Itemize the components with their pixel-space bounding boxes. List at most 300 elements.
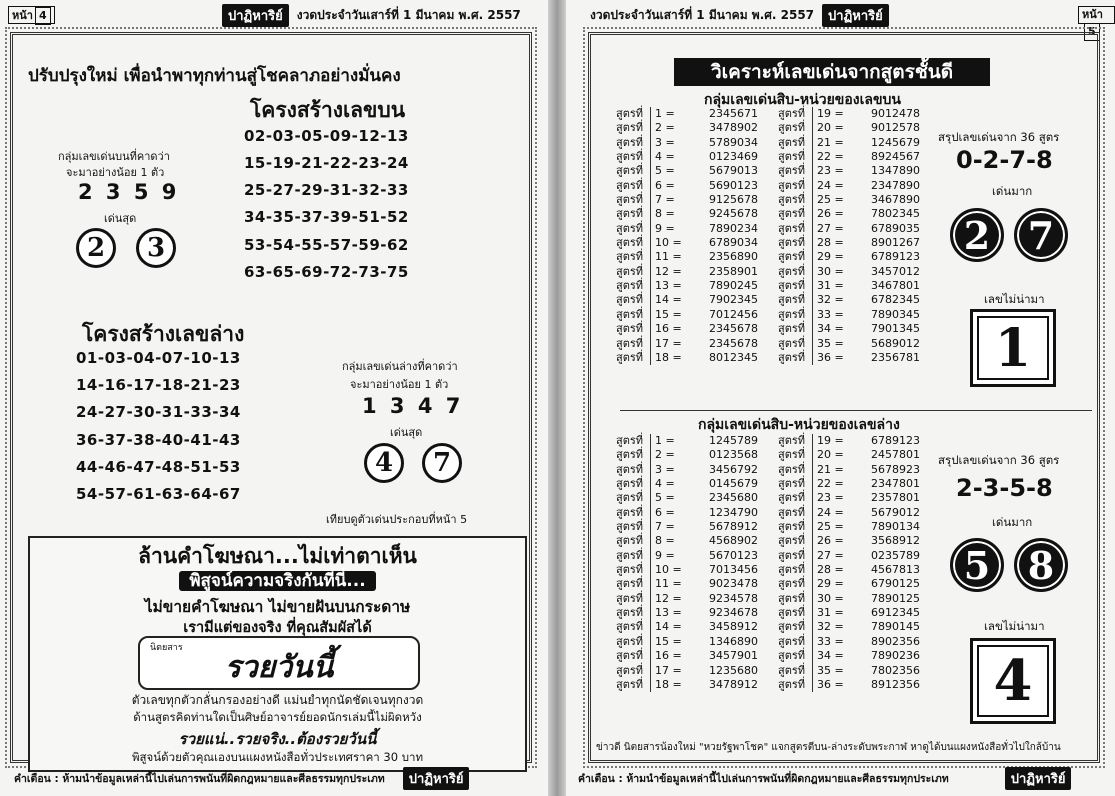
formula-row [778,150,920,164]
formula-label: สูตรที่ [616,336,644,350]
lower-hot-label: เด่นสุด [390,426,423,439]
formula-label: สูตรที่ [778,236,806,250]
formula-label: สูตรที่ [616,448,644,462]
upper-hot-circle: 2 [76,228,116,268]
formula-value: 3467801 [871,279,920,293]
formula-label: สูตรที่ [778,350,806,364]
formula-label: สูตรที่ [778,193,806,207]
formula-value: 0145679 [709,477,758,491]
upper-section-title: กลุ่มเลขเด่นสิบ-หน่วยของเลขบน [704,92,901,108]
formula-row [616,635,758,649]
formula-label: สูตรที่ [616,150,644,164]
formula-row [778,678,920,692]
formula-number: 12 = [650,592,709,606]
left-headline: ปรับปรุงใหม่ เพื่อนำพาทุกท่านสู่โชคลาภอย่างมั่นคง [28,66,401,86]
formula-value: 3457901 [709,649,758,663]
formula-row [616,179,758,193]
left-footer-warning: คำเตือน : ห้ามนำข้อมูลเหล่านี้ไปเล่นการพนันที่ผิดกฎหมายและศีลธรรมทุกประเภท [14,773,385,785]
formula-value: 8902356 [871,634,920,648]
formula-label: สูตรที่ [616,491,644,505]
lower-pick-caption-2: จะมาอย่างน้อย 1 ตัว [350,378,449,391]
formula-label: สูตรที่ [616,164,644,178]
formula-value: 8912356 [871,677,920,691]
upper-line: 34-35-37-39-51-52 [244,208,409,226]
formula-row [778,351,920,365]
formula-number: 5 = [650,164,709,178]
formula-label: สูตรที่ [616,577,644,591]
upper-line: 53-54-55-57-59-62 [244,236,409,254]
formula-number: 18 = [650,678,709,692]
formula-row [616,193,758,207]
formula-row [778,265,920,279]
formula-number: 27 = [812,222,871,236]
formula-number: 9 = [650,549,709,563]
formula-label: สูตรที่ [616,293,644,307]
formula-label: สูตรที่ [778,577,806,591]
formula-value: 0235789 [871,548,920,562]
formula-number: 30 = [812,265,871,279]
formula-value: 6789123 [871,434,920,447]
formula-number: 30 = [812,592,871,606]
formula-label: สูตรที่ [778,107,806,120]
upper-hot-badge: 2 [950,208,1004,262]
formula-number: 4 = [650,477,709,491]
formula-number: 13 = [650,606,709,620]
formula-number: 24 = [812,506,871,520]
formula-label: สูตรที่ [616,350,644,364]
formula-value: 6789035 [871,221,920,235]
formula-value: 2345680 [709,491,758,505]
compare-note: เทียบดูตัวเด่นประกอบที่หน้า 5 [326,513,468,526]
formula-number: 31 = [812,279,871,293]
formula-number: 31 = [812,606,871,620]
formula-row [616,207,758,221]
formula-value: 5670123 [709,548,758,562]
formula-label: สูตรที่ [778,663,806,677]
formula-value: 7890236 [871,649,920,663]
formula-number: 33 = [812,635,871,649]
formula-value: 8924567 [871,150,920,164]
formula-row [778,520,920,534]
formula-value: 7901345 [871,322,920,336]
formula-number: 23 = [812,491,871,505]
upper-miss-label: เลขไม่น่ามา [984,292,1045,306]
formula-number: 17 = [650,337,709,351]
formula-value: 1235680 [709,663,758,677]
upper-hot-circle: 3 [136,228,176,268]
formula-row [778,250,920,264]
formula-value: 8901267 [871,236,920,250]
formula-number: 13 = [650,279,709,293]
formula-number: 20 = [812,121,871,135]
ad-logo: รวยวันนี้ [224,650,334,685]
formula-number: 22 = [812,477,871,491]
formula-number: 28 = [812,236,871,250]
formula-row [778,506,920,520]
formula-row [778,620,920,634]
right-brand-logo: ปาฏิหาริย์ [822,4,889,27]
formula-label: สูตรที่ [616,606,644,620]
formula-label: สูตรที่ [616,178,644,192]
formula-label: สูตรที่ [616,135,644,149]
upper-summary: 0-2-7-8 [956,146,1053,174]
formula-value: 7890125 [871,591,920,605]
lower-summary: 2-3-5-8 [956,474,1053,502]
formula-row [616,520,758,534]
ad-line-7: รวยแน่..รวยจริง..ต้องรวยวันนี้ [178,730,377,748]
left-page [0,0,548,796]
formula-number: 33 = [812,308,871,322]
formula-label: สูตรที่ [778,548,806,562]
formula-row [778,136,920,150]
formula-value: 1245679 [871,135,920,149]
formula-row [778,635,920,649]
formula-value: 2345678 [709,336,758,350]
formula-label: สูตรที่ [616,121,644,135]
formula-value: 9125678 [709,193,758,207]
formula-value: 7890145 [871,620,920,634]
formula-value: 2347890 [871,178,920,192]
formula-row [616,678,758,692]
ad-line-5: ตัวเลขทุกตัวกลั่นกรองอย่างดี แม่นยำทุกนัดชัดเจนทุกงวด [131,693,424,707]
formula-value: 2345678 [709,322,758,336]
formula-row [778,477,920,491]
formula-label: สูตรที่ [616,250,644,264]
formula-row [778,549,920,563]
lower-line: 36-37-38-40-41-43 [76,431,241,449]
formula-row [616,250,758,264]
formula-row [616,577,758,591]
formula-number: 2 = [650,121,709,135]
formula-label: สูตรที่ [616,591,644,605]
formula-value: 7902345 [709,293,758,307]
formula-number: 16 = [650,322,709,336]
ad-logo-box [138,636,420,690]
upper-line: 63-65-69-72-73-75 [244,263,409,281]
formula-number: 27 = [812,549,871,563]
formula-row [778,463,920,477]
formula-number: 11 = [650,577,709,591]
formula-row [616,293,758,307]
formula-row [778,222,920,236]
formula-row [616,506,758,520]
formula-number: 17 = [650,664,709,678]
formula-row [616,308,758,322]
formula-label: สูตรที่ [616,563,644,577]
formula-label: สูตรที่ [616,477,644,491]
formula-value: 0123568 [709,448,758,462]
lower-formula-column-1 [616,434,758,692]
formula-label: สูตรที่ [778,606,806,620]
formula-row [616,491,758,505]
formula-row [616,265,758,279]
formula-row [778,491,920,505]
formula-row [616,649,758,663]
formula-label: สูตรที่ [778,150,806,164]
formula-number: 20 = [812,448,871,462]
formula-value: 4568902 [709,534,758,548]
formula-number: 16 = [650,649,709,663]
formula-number: 1 = [650,434,709,448]
formula-label: สูตรที่ [778,221,806,235]
formula-number: 29 = [812,250,871,264]
formula-row [616,351,758,365]
formula-row [616,434,758,448]
lower-hot-badge: 8 [1014,538,1068,592]
formula-value: 0123469 [709,150,758,164]
formula-label: สูตรที่ [778,677,806,691]
formula-label: สูตรที่ [778,591,806,605]
ad-line-4: เรามีแต่ของจริง ที่คุณสัมผัสได้ [183,620,372,636]
lower-miss-box: 4 [970,638,1056,724]
formula-row [778,207,920,221]
formula-row [616,664,758,678]
upper-pick-digits: 2 3 5 9 [78,180,180,204]
right-page-number: หน้า5 [1078,4,1115,26]
formula-label: สูตรที่ [778,250,806,264]
formula-row [778,577,920,591]
formula-value: 6789123 [871,250,920,264]
formula-value: 2345671 [709,107,758,120]
upper-hot-badge: 7 [1014,208,1068,262]
formula-row [778,236,920,250]
formula-label: สูตรที่ [778,207,806,221]
formula-label: สูตรที่ [616,193,644,207]
formula-row [778,563,920,577]
upper-pick-caption: กลุ่มเลขเด่นบนที่คาดว่า [58,150,170,163]
formula-row [778,308,920,322]
formula-number: 26 = [812,534,871,548]
formula-value: 5679012 [871,505,920,519]
formula-number: 25 = [812,520,871,534]
left-page-number: หน้า 4 [8,4,55,26]
formula-value: 2356890 [709,250,758,264]
formula-label: สูตรที่ [778,336,806,350]
formula-label: สูตรที่ [778,649,806,663]
formula-number: 7 = [650,520,709,534]
formula-label: สูตรที่ [778,634,806,648]
lower-line: 14-16-17-18-21-23 [76,376,241,394]
formula-row [778,121,920,135]
formula-value: 6790125 [871,577,920,591]
formula-value: 9234578 [709,591,758,605]
formula-number: 8 = [650,534,709,548]
formula-value: 3458912 [709,620,758,634]
formula-row [616,107,758,121]
formula-label: สูตรที่ [778,462,806,476]
formula-number: 34 = [812,322,871,336]
upper-formula-column-1 [616,107,758,365]
formula-row [778,606,920,620]
formula-label: สูตรที่ [616,307,644,321]
formula-row [616,164,758,178]
left-footer-logo: ปาฏิหาริย์ [403,767,470,790]
upper-summary-label: สรุปเลขเด่นจาก 36 สูตร [938,130,1060,144]
formula-number: 32 = [812,293,871,307]
lower-pick-digits: 1 3 4 7 [362,394,464,418]
formula-value: 5678912 [709,520,758,534]
formula-value: 2357801 [871,491,920,505]
formula-number: 34 = [812,649,871,663]
formula-label: สูตรที่ [778,121,806,135]
formula-number: 24 = [812,179,871,193]
formula-number: 7 = [650,193,709,207]
formula-label: สูตรที่ [778,293,806,307]
formula-value: 3478912 [709,677,758,691]
formula-number: 29 = [812,577,871,591]
formula-value: 7802356 [871,663,920,677]
formula-row [778,107,920,121]
formula-value: 3456792 [709,462,758,476]
formula-number: 9 = [650,222,709,236]
formula-row [778,337,920,351]
formula-value: 1346890 [709,634,758,648]
formula-row [616,279,758,293]
lower-formula-column-2 [778,434,920,692]
formula-row [616,222,758,236]
formula-number: 6 = [650,506,709,520]
formula-value: 5690123 [709,178,758,192]
formula-label: สูตรที่ [616,663,644,677]
formula-row [616,448,758,462]
formula-label: สูตรที่ [778,534,806,548]
advertisement [28,536,527,772]
formula-row [778,448,920,462]
formula-value: 3568912 [871,534,920,548]
lower-section-title: กลุ่มเลขเด่นสิบ-หน่วยของเลขล่าง [698,417,900,433]
ad-logo-small: นิตยสาร [150,643,183,653]
formula-number: 5 = [650,491,709,505]
formula-row [616,620,758,634]
formula-number: 22 = [812,150,871,164]
formula-value: 2358901 [709,264,758,278]
formula-label: สูตรที่ [616,207,644,221]
ad-line-2: พิสูจน์ความจริงกันที่นี่... [179,571,375,591]
formula-label: สูตรที่ [778,448,806,462]
formula-row [778,293,920,307]
formula-number: 19 = [812,107,871,121]
formula-number: 4 = [650,150,709,164]
formula-number: 8 = [650,207,709,221]
formula-label: สูตรที่ [616,462,644,476]
upper-line: 15-19-21-22-23-24 [244,154,409,172]
formula-value: 7890134 [871,520,920,534]
formula-row [616,463,758,477]
lower-pick-caption: กลุ่มเลขเด่นล่างที่คาดว่า [342,360,458,373]
formula-value: 6789034 [709,236,758,250]
formula-value: 5789034 [709,135,758,149]
formula-number: 15 = [650,308,709,322]
formula-row [778,322,920,336]
formula-number: 18 = [650,351,709,365]
formula-value: 9023478 [709,577,758,591]
formula-value: 4567813 [871,563,920,577]
right-footer-warning: คำเตือน : ห้ามนำข้อมูลเหล่านี้ไปเล่นการพนันที่ผิดกฎหมายและศีลธรรมทุกประเภท [578,773,949,785]
formula-label: สูตรที่ [778,563,806,577]
left-brand-logo: ปาฏิหาริย์ [222,4,289,27]
formula-label: สูตรที่ [616,534,644,548]
ad-line-1: ล้านคำโฆษณา...ไม่เท่าตาเห็น [138,544,417,568]
right-page [566,0,1115,796]
formula-number: 3 = [650,463,709,477]
lower-structure-title: โครงสร้างเลขล่าง [82,322,245,346]
formula-value: 9234678 [709,606,758,620]
formula-number: 10 = [650,236,709,250]
formula-row [616,136,758,150]
formula-label: สูตรที่ [616,434,644,447]
formula-label: สูตรที่ [616,236,644,250]
upper-miss-box: 1 [970,309,1056,387]
formula-number: 36 = [812,678,871,692]
formula-label: สูตรที่ [778,322,806,336]
ad-line-3: ไม่ขายคำโฆษณา ไม่ขายฝันบนกระดาษ [144,598,411,616]
formula-value: 7890234 [709,221,758,235]
formula-value: 2347801 [871,477,920,491]
formula-label: สูตรที่ [778,279,806,293]
formula-row [616,592,758,606]
formula-number: 26 = [812,207,871,221]
section-divider [620,410,1092,411]
formula-number: 12 = [650,265,709,279]
formula-value: 9012578 [871,121,920,135]
formula-value: 6782345 [871,293,920,307]
formula-label: สูตรที่ [616,620,644,634]
formula-label: สูตรที่ [778,520,806,534]
formula-label: สูตรที่ [616,649,644,663]
formula-number: 21 = [812,136,871,150]
formula-row [778,664,920,678]
formula-row [778,164,920,178]
formula-value: 1234790 [709,505,758,519]
formula-value: 7890245 [709,279,758,293]
formula-label: สูตรที่ [616,279,644,293]
formula-label: สูตรที่ [778,164,806,178]
formula-row [778,179,920,193]
formula-row [778,279,920,293]
formula-value: 7890345 [871,307,920,321]
formula-label: สูตรที่ [616,634,644,648]
formula-row [616,236,758,250]
formula-label: สูตรที่ [778,477,806,491]
formula-label: สูตรที่ [778,620,806,634]
formula-value: 5678923 [871,462,920,476]
page-gutter [548,0,566,796]
upper-pick-caption-2: จะมาอย่างน้อย 1 ตัว [66,166,165,179]
formula-row [616,337,758,351]
right-title: วิเคราะห์เลขเด่นจากสูตรชั้นดี [674,58,990,86]
formula-number: 32 = [812,620,871,634]
formula-value: 3478902 [709,121,758,135]
formula-value: 8012345 [709,350,758,364]
lower-miss-label: เลขไม่น่ามา [984,619,1045,633]
left-issue-date: งวดประจำวันเสาร์ที่ 1 มีนาคม พ.ศ. 2557 [296,7,521,22]
formula-number: 14 = [650,620,709,634]
formula-value: 7013456 [709,563,758,577]
formula-number: 36 = [812,351,871,365]
upper-hot-label: เด่นสุด [104,212,137,225]
formula-value: 3467890 [871,193,920,207]
upper-line: 25-27-29-31-32-33 [244,181,409,199]
formula-label: สูตรที่ [778,135,806,149]
formula-label: สูตรที่ [616,107,644,120]
formula-label: สูตรที่ [778,491,806,505]
formula-row [778,649,920,663]
lower-summary-label: สรุปเลขเด่นจาก 36 สูตร [938,453,1060,467]
lower-hot-badge: 5 [950,538,1004,592]
formula-row [616,322,758,336]
formula-row [616,549,758,563]
upper-formula-column-2 [778,107,920,365]
